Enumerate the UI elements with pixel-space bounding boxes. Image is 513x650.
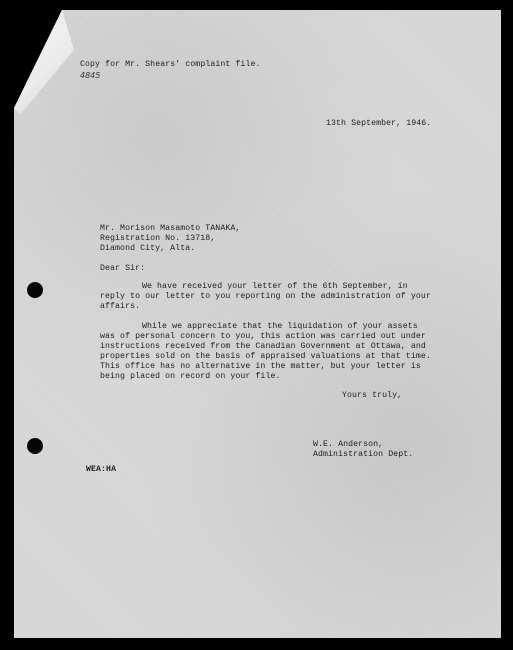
letter-date: 13th September, 1946. [326,119,432,128]
punch-hole-bottom [27,438,43,454]
paragraph1-line2: reply to our letter to you reporting on the administration of your [100,292,431,301]
recipient-address: Diamond City, Alta. [100,244,196,253]
recipient-registration: Registration No. 13718, [100,234,216,243]
signature-name: W.E. Anderson, [313,440,384,449]
file-number: 4845 [80,71,101,80]
paragraph1-line1: We have received your letter of the 6th September, in [142,282,408,291]
paragraph2-line2: was of personal concern to you, this action was carried out under [100,332,426,341]
salutation: Dear Sir: [100,264,146,273]
closing: Yours truly, [342,391,403,400]
paragraph1-line3: affairs. [100,302,141,311]
paragraph2-line5: This office has no alternative in the matter, but your letter is [100,362,421,371]
paragraph2-line3: instructions received from the Canadian Government at Ottawa, and [100,342,426,351]
recipient-name: Mr. Morison Masamoto TANAKA, [100,224,241,233]
copy-note: Copy for Mr. Shears' complaint file. [80,60,261,69]
paragraph2-line1: While we appreciate that the liquidation of your assets [142,322,418,331]
paragraph2-line4: properties sold on the basis of appraised valuations at that time. [100,352,431,361]
signature-dept: Administration Dept. [313,450,414,459]
typist-initials: WEA:HA [86,465,117,474]
paragraph2-line6: being placed on record on your file. [100,372,281,381]
punch-hole-top [27,282,43,298]
